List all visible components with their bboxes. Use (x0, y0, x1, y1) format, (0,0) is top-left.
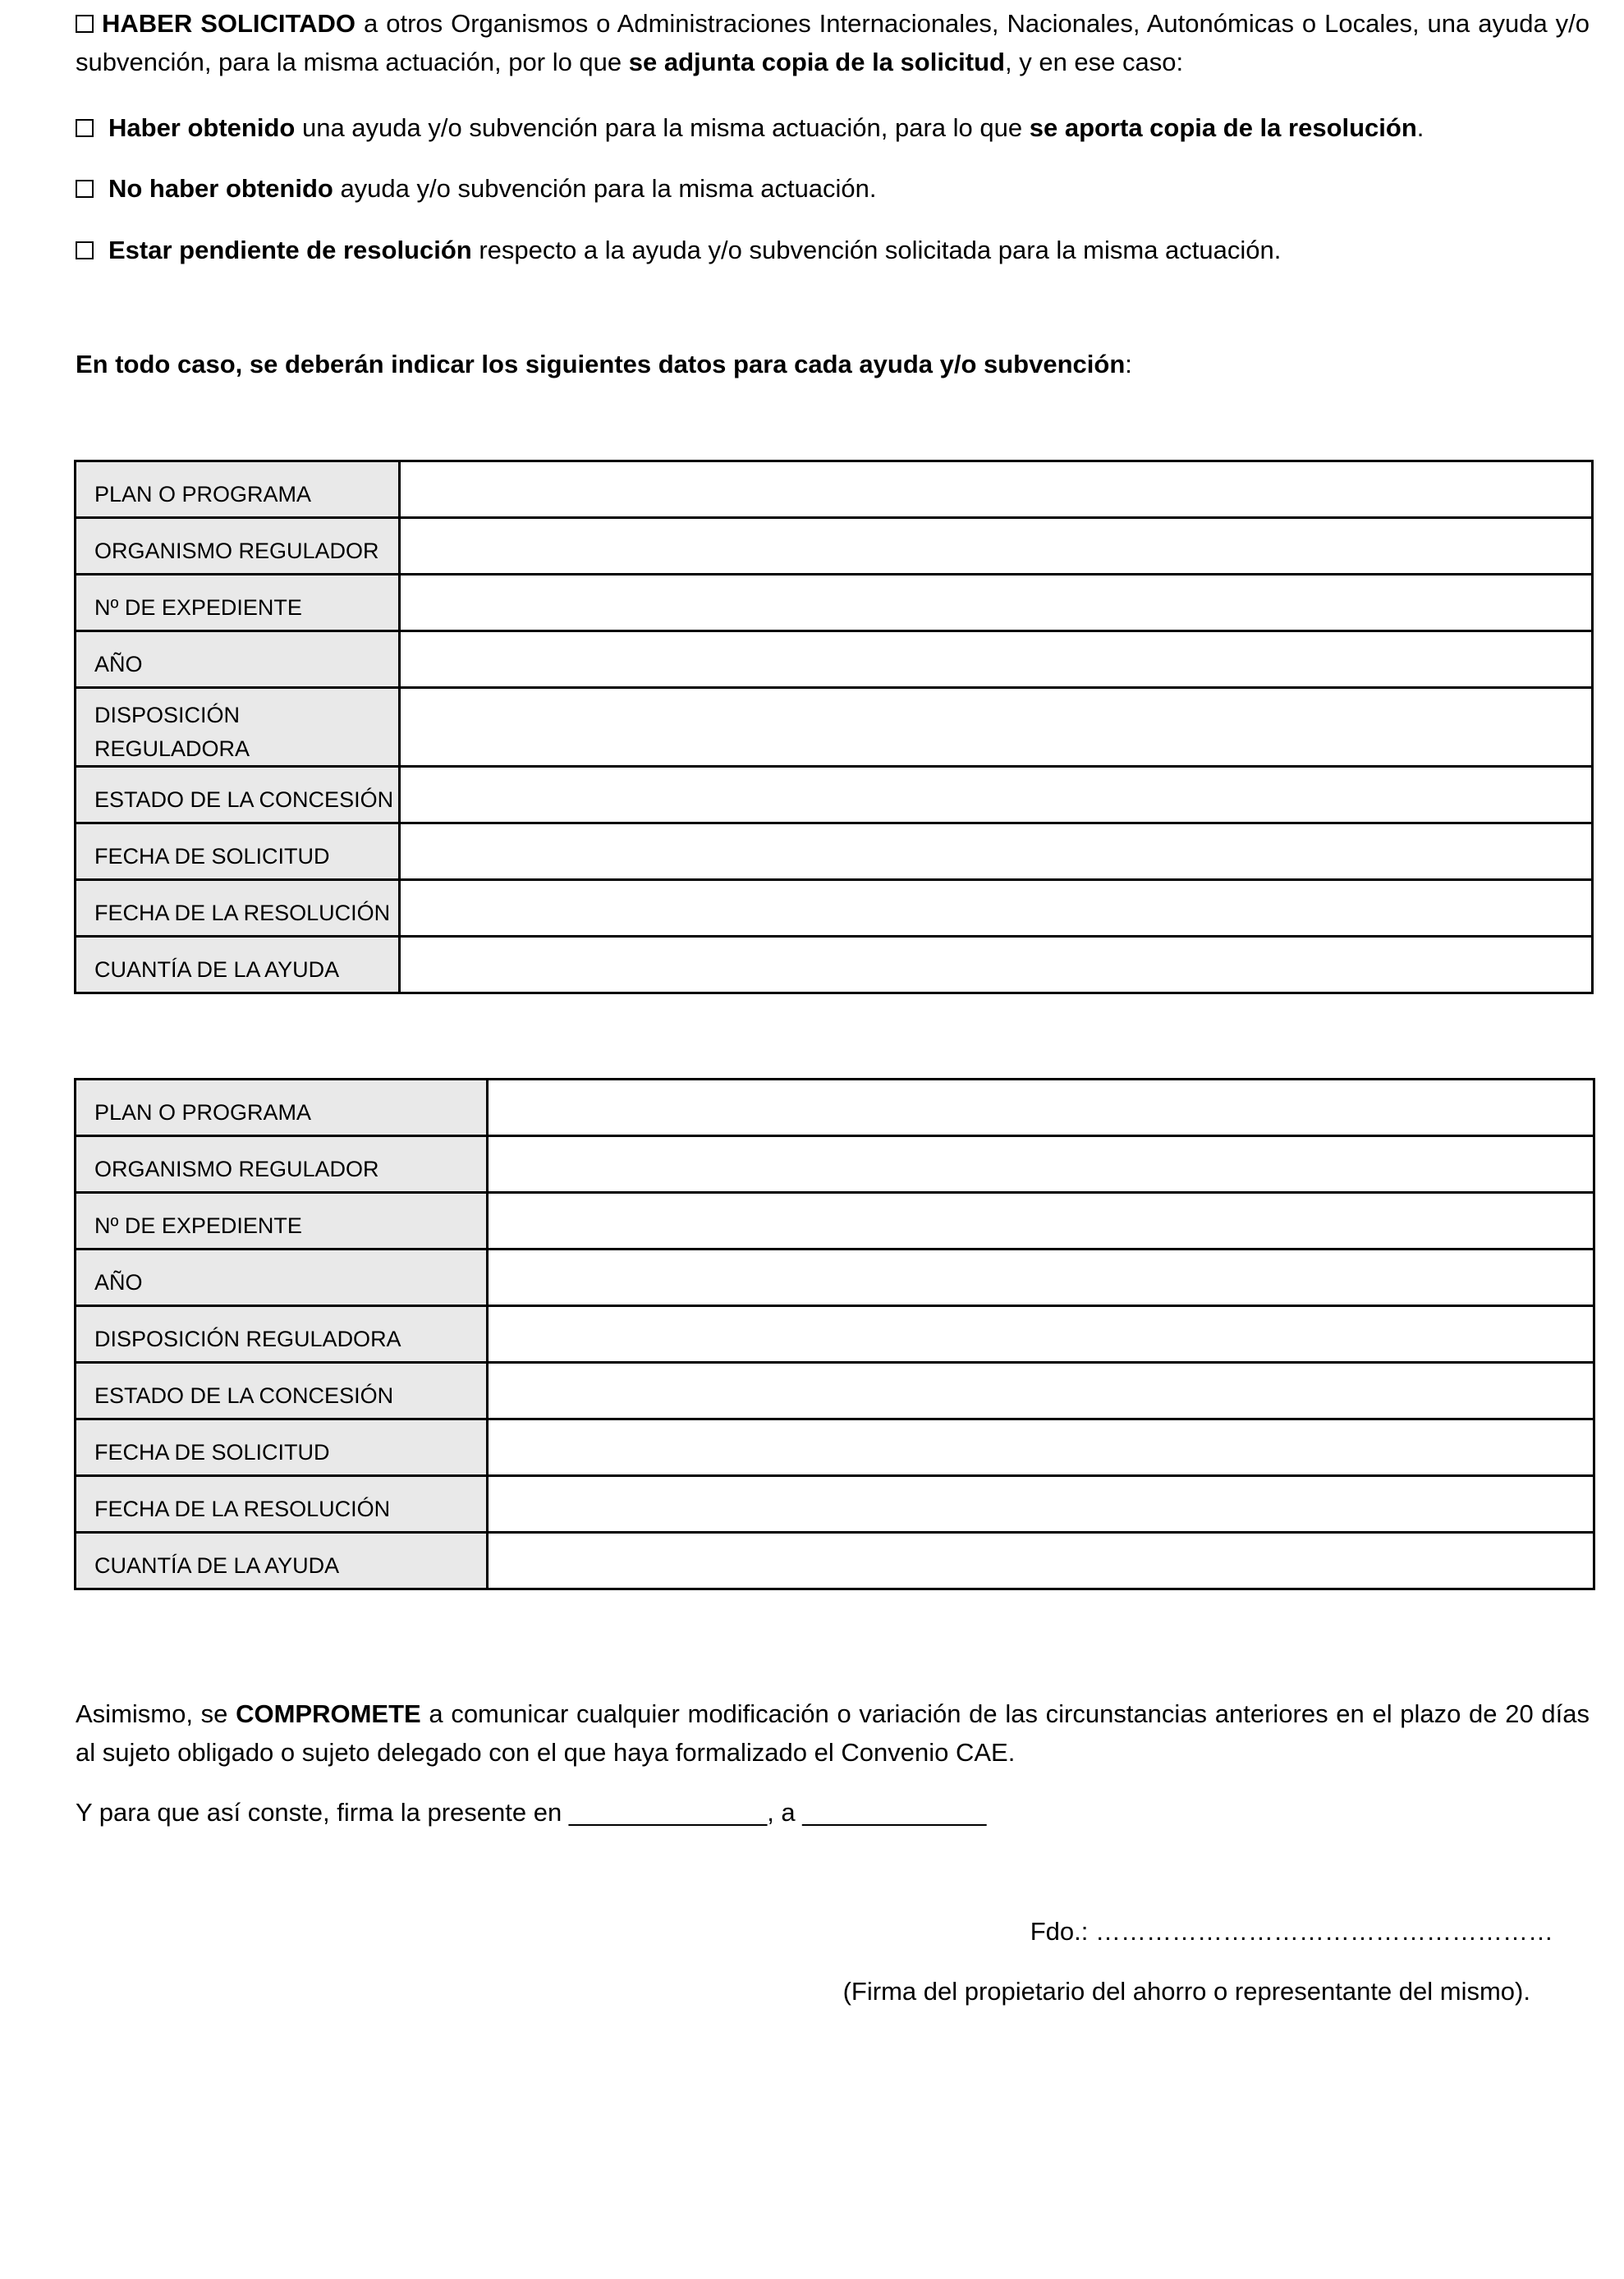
row-value-field[interactable] (488, 1363, 1594, 1419)
row-label: DISPOSICIÓN REGULADORA (76, 1306, 488, 1363)
table-row (76, 688, 1593, 767)
row-label: ESTADO DE LA CONCESIÓN (76, 767, 400, 823)
row-label: FECHA DE LA RESOLUCIÓN (76, 880, 400, 937)
option-bold: No haber obtenido (108, 174, 333, 203)
row-label: FECHA DE SOLICITUD (76, 1419, 488, 1476)
row-label: FECHA DE SOLICITUD (76, 823, 400, 880)
checkbox-haber-solicitado[interactable] (76, 15, 94, 33)
table-row (76, 1476, 1594, 1533)
table-row (76, 1136, 1594, 1193)
table-row (76, 880, 1593, 937)
table-row (76, 937, 1593, 993)
row-value-field[interactable] (400, 767, 1593, 823)
row-value-field[interactable] (488, 1419, 1594, 1476)
row-value-field[interactable] (400, 823, 1593, 880)
row-label: AÑO (76, 1250, 488, 1306)
table-row (76, 1250, 1594, 1306)
instruction-suffix: : (1125, 350, 1132, 378)
table-row (76, 1533, 1594, 1589)
row-value-field[interactable] (400, 937, 1593, 993)
row-value-field[interactable] (488, 1080, 1594, 1136)
table-row (76, 1080, 1594, 1136)
checkbox-haber-obtenido[interactable] (76, 119, 94, 137)
option-bold: Estar pendiente de resolución (108, 236, 472, 264)
aid-table-1 (74, 460, 1594, 994)
table-row (76, 823, 1593, 880)
table-row (76, 575, 1593, 631)
row-label: CUANTÍA DE LA AYUDA (76, 1533, 488, 1589)
commitment-bold: COMPROMETE (236, 1699, 421, 1728)
row-label: Nº DE EXPEDIENTE (76, 575, 400, 631)
row-value-field[interactable] (488, 1476, 1594, 1533)
row-label: CUANTÍA DE LA AYUDA (76, 937, 400, 993)
table-row (76, 631, 1593, 688)
intro-text: a otros Organismos o Administraciones Internacionales, Nacionales, Autonómicas o Locales, una ayuda y/o subvención, para la misma actuación, por lo que (76, 9, 1590, 76)
row-value-field[interactable] (400, 461, 1593, 518)
row-value-field[interactable] (488, 1193, 1594, 1250)
row-value-field[interactable] (400, 575, 1593, 631)
table-row (76, 1419, 1594, 1476)
option-text-2: . (1416, 113, 1424, 142)
row-label: ORGANISMO REGULADOR (76, 518, 400, 575)
commitment-prefix: Asimismo, se (76, 1699, 236, 1728)
option-not-obtained (76, 170, 1590, 209)
row-value-field[interactable] (488, 1306, 1594, 1363)
row-label: PLAN O PROGRAMA (76, 1080, 488, 1136)
table-row (76, 767, 1593, 823)
row-value-field[interactable] (400, 688, 1593, 767)
row-value-field[interactable] (400, 880, 1593, 937)
option-pending (76, 232, 1590, 270)
table-row (76, 1363, 1594, 1419)
intro-lead-bold: HABER SOLICITADO (102, 9, 356, 38)
row-label: ESTADO DE LA CONCESIÓN (76, 1363, 488, 1419)
commitment-text: a comunicar cualquier modificación o variación de las circunstancias anteriores en el plazo de 20 días al sujeto obligado o sujeto delegado con el que haya formalizado el Convenio CAE. (76, 1699, 1590, 1767)
table-row (76, 1193, 1594, 1250)
checkbox-pendiente-resolucion[interactable] (76, 241, 94, 259)
signature-note: (Firma del propietario del ahorro o representante del mismo). (842, 1977, 1530, 2006)
signature-line: Fdo.: ……………………………………………… (1030, 1917, 1553, 1946)
table-row (76, 1306, 1594, 1363)
row-label: DISPOSICIÓN REGULADORA (76, 688, 400, 767)
table-row (76, 461, 1593, 518)
intro-bold-copy: se adjunta copia de la solicitud (628, 47, 1005, 76)
row-value-field[interactable] (488, 1533, 1594, 1589)
option-bold-2: se aporta copia de la resolución (1029, 113, 1417, 142)
aid-table-2 (74, 1078, 1595, 1590)
row-label: PLAN O PROGRAMA (76, 461, 400, 518)
row-value-field[interactable] (488, 1250, 1594, 1306)
row-label: FECHA DE LA RESOLUCIÓN (76, 1476, 488, 1533)
instruction (76, 346, 1590, 384)
row-value-field[interactable] (488, 1136, 1594, 1193)
checkbox-no-haber-obtenido[interactable] (76, 180, 94, 198)
option-text: una ayuda y/o subvención para la misma actuación, para lo que (295, 113, 1030, 142)
option-bold: Haber obtenido (108, 113, 296, 142)
row-value-field[interactable] (400, 518, 1593, 575)
intro-paragraph (76, 5, 1590, 81)
row-label: AÑO (76, 631, 400, 688)
intro-text-end: , y en ese caso: (1004, 47, 1184, 76)
row-label: ORGANISMO REGULADOR (76, 1136, 488, 1193)
option-obtained (76, 109, 1590, 148)
commitment-paragraph (76, 1695, 1590, 1772)
option-text: ayuda y/o subvención para la misma actuación. (333, 174, 877, 203)
instruction-bold: En todo caso, se deberán indicar los siguientes datos para cada ayuda y/o subvención (76, 350, 1126, 378)
table-row (76, 518, 1593, 575)
option-text: respecto a la ayuda y/o subvención solicitada para la misma actuación. (471, 236, 1282, 264)
row-value-field[interactable] (400, 631, 1593, 688)
row-label: Nº DE EXPEDIENTE (76, 1193, 488, 1250)
closing-line: Y para que así conste, firma la presente en ______________, a _____________ (76, 1798, 987, 1827)
